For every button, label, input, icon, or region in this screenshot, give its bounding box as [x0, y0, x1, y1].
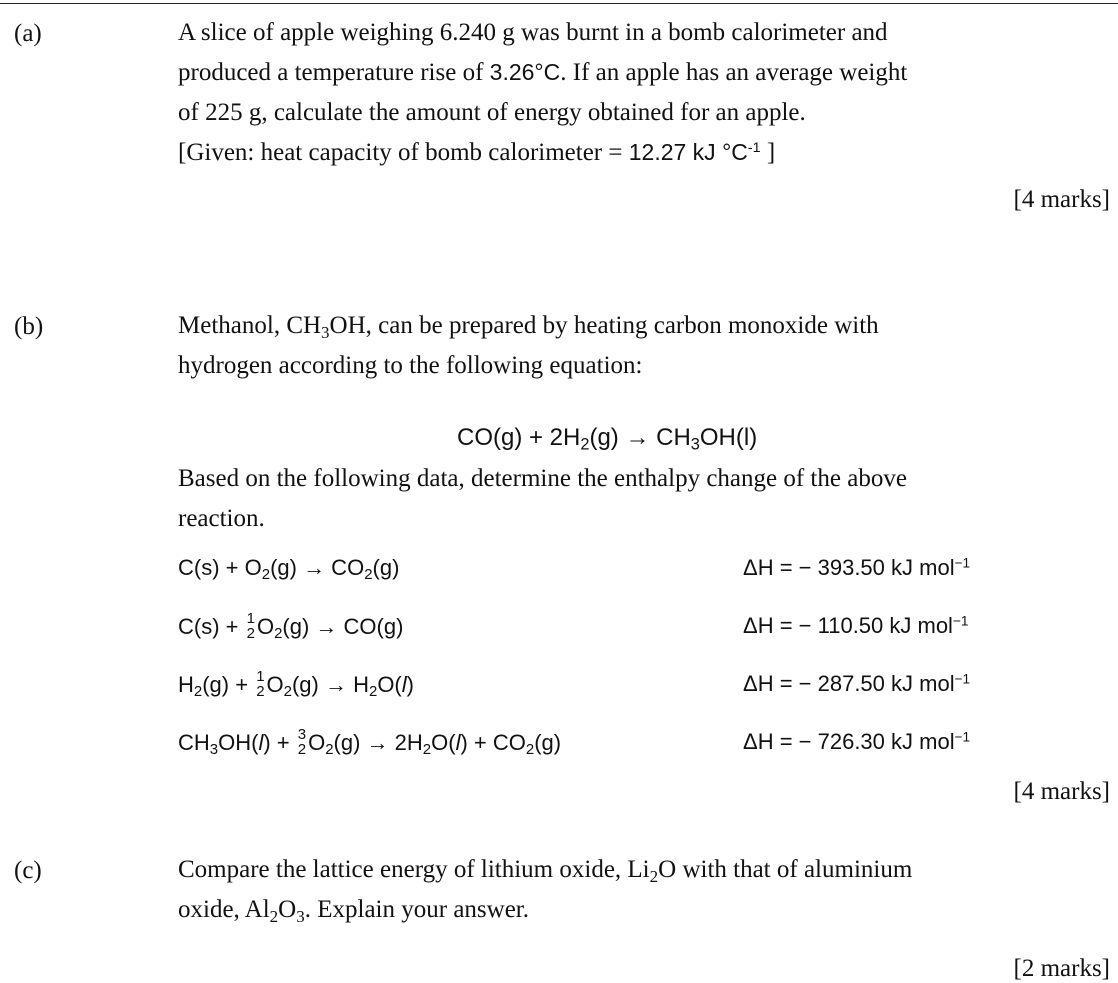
fraction-three-halves: 3 2: [297, 726, 307, 758]
part-a-label: (a): [14, 20, 42, 47]
temp-rise-value: 3.26°C: [489, 59, 561, 85]
fraction-one-half: 1 2: [246, 610, 255, 642]
part-a-given: [Given: heat capacity of bomb calorimeter = 12.27 kJ $^\circ C^{-1}$ ]: [178, 139, 776, 166]
equation-1: $C(s) + O_2(g) \to CO_2(g)$: [178, 555, 400, 584]
equation-4: $CH_3OH(l)$ + 3 2 $O_2(g) \to 2H_2O(l) + CO_2(g)$: [178, 726, 562, 758]
part-a-line-1: A slice of apple weighing 6.240 g was burnt in a bomb calorimeter and: [178, 19, 888, 46]
part-a-line-2: produced a temperature rise of 3.26°C. If an apple has an average weight: [178, 59, 908, 86]
top-rule: [0, 3, 1118, 4]
main-equation: $CO(g) + 2H_2(g) \to CH_3OH(l)$: [457, 424, 758, 454]
part-b-intro-2: hydrogen according to the following equation:: [178, 352, 643, 379]
part-c-marks: [2 marks]: [1013, 955, 1110, 982]
enthalpy-2: ΔH = − 110.50 kJ mol$^{-1}$: [743, 613, 969, 638]
part-c-line-1: Compare the lattice energy of lithium oxide, $Li_2O$ with that of aluminium: [178, 856, 913, 886]
part-b-marks: [4 marks]: [1013, 778, 1110, 805]
part-c-line-2: oxide, $Al_2O_3$. Explain your answer.: [178, 896, 529, 926]
heat-capacity-value: 12.27 kJ $^\circ C^{-1}$: [628, 139, 761, 165]
part-a-marks: [4 marks]: [1013, 186, 1110, 213]
part-b-data-line-1: Based on the following data, determine the enthalpy change of the above: [178, 465, 907, 492]
equation-2: C(s) + 1 2 $O_2(g) \to CO(g)$: [178, 610, 404, 642]
part-a-line-3: of 225 g, calculate the amount of energy obtained for an apple.: [178, 99, 806, 126]
enthalpy-3: ΔH = − 287.50 kJ mol$^{-1}$: [743, 671, 971, 696]
part-b-data-line-2: reaction.: [178, 505, 265, 532]
fraction-one-half: 1 2: [256, 668, 265, 700]
part-b-intro-1: Methanol, $CH_3OH$, can be prepared by heating carbon monoxide with: [178, 312, 879, 342]
part-b-label: (b): [14, 313, 44, 340]
enthalpy-1: ΔH = − 393.50 kJ mol$^{-1}$: [743, 555, 971, 580]
enthalpy-4: ΔH = − 726.30 kJ mol$^{-1}$: [743, 729, 971, 754]
part-c-label: (c): [14, 857, 42, 884]
equation-3: $H_2(g)$ + 1 2 $O_2(g) \to H_2O(l)$: [178, 668, 414, 700]
